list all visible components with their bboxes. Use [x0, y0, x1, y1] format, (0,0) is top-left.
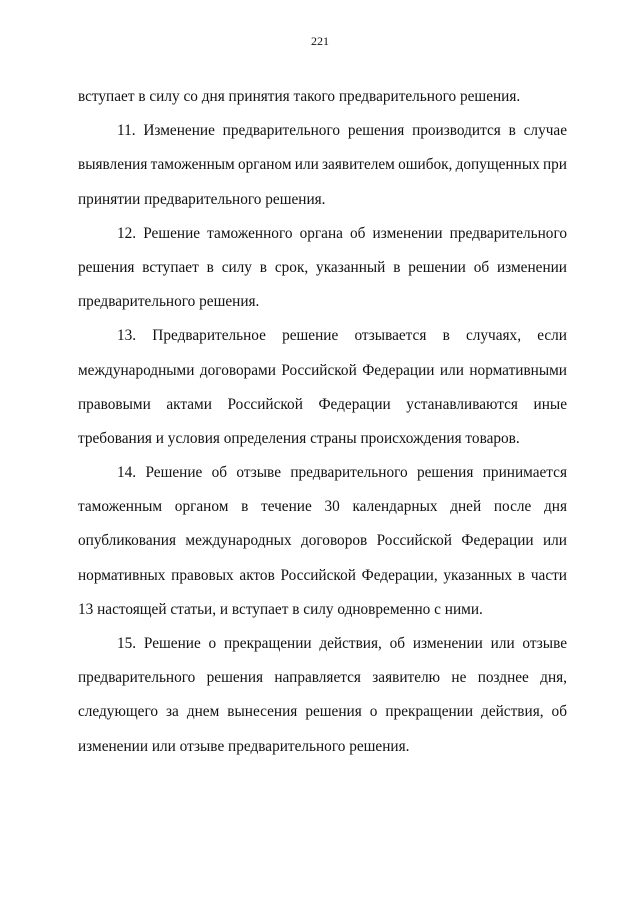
paragraph-11 [78, 114, 567, 217]
text-line-content: принятии предварительного решения. [78, 190, 326, 208]
text-line-content: вступает в силу со дня принятия такого предварительного решения. [78, 88, 521, 105]
paragraph-continuation [78, 80, 567, 114]
text-line-content: выявления таможенным органом или заявителем ошибок, допущенных при [78, 156, 567, 174]
text-line [78, 285, 567, 319]
text-line [78, 730, 567, 764]
text-line [78, 559, 567, 593]
text-line [78, 319, 567, 353]
text-line-content: 14. Решение об отзыве предварительного решения принимается [117, 464, 567, 482]
text-line-content: следующего за днем вынесения решения о прекращении действия, об [78, 703, 567, 721]
text-line [78, 593, 567, 627]
text-line [78, 148, 567, 182]
text-line [78, 354, 567, 388]
text-line [78, 217, 567, 251]
paragraph-12 [78, 217, 567, 320]
text-line [78, 524, 567, 558]
text-line [78, 456, 567, 490]
text-line-content: таможенным органом в течение 30 календарных дней после дня [78, 498, 567, 516]
text-line [78, 490, 567, 524]
text-line [78, 114, 567, 148]
text-line-content: 11. Изменение предварительного решения производится в случае [117, 122, 567, 140]
text-line [78, 695, 567, 729]
text-line-content: решения вступает в силу в срок, указанный в решении об изменении [78, 258, 567, 276]
text-line-content: международными договорами Российской Федерации или нормативными [78, 361, 567, 379]
page-number: 221 [311, 34, 329, 48]
text-line-content: 15. Решение о прекращении действия, об изменении или отзыве [117, 635, 567, 652]
text-line-content: 13. Предварительное решение отзывается в случаях, если [117, 327, 567, 345]
text-line-content: 13 настоящей статьи, и вступает в силу одновременно с ними. [78, 600, 483, 618]
text-line-content: требования и условия определения страны происхождения товаров. [78, 429, 520, 447]
text-line-content: предварительного решения. [78, 293, 260, 311]
paragraph-13 [78, 319, 567, 456]
text-line-content: 12. Решение таможенного органа об изменении предварительного [117, 224, 567, 242]
text-line [78, 251, 567, 285]
document-body [78, 80, 567, 764]
text-line-content: изменении или отзыве предварительного решения. [78, 737, 410, 755]
text-line [78, 388, 567, 422]
text-line-content: опубликования международных договоров Российской Федерации или [78, 532, 567, 550]
text-line-content: нормативных правовых актов Российской Федерации, указанных в части [78, 566, 567, 584]
text-line-content: предварительного решения направляется заявителю не позднее дня, [78, 669, 567, 687]
text-line [78, 422, 567, 456]
text-line-content: правовыми актами Российской Федерации устанавливаются иные [78, 395, 567, 413]
text-line [78, 661, 567, 695]
text-line [78, 627, 567, 661]
text-line [78, 80, 567, 114]
text-line [78, 183, 567, 217]
paragraph-15 [78, 627, 567, 764]
paragraph-14 [78, 456, 567, 627]
